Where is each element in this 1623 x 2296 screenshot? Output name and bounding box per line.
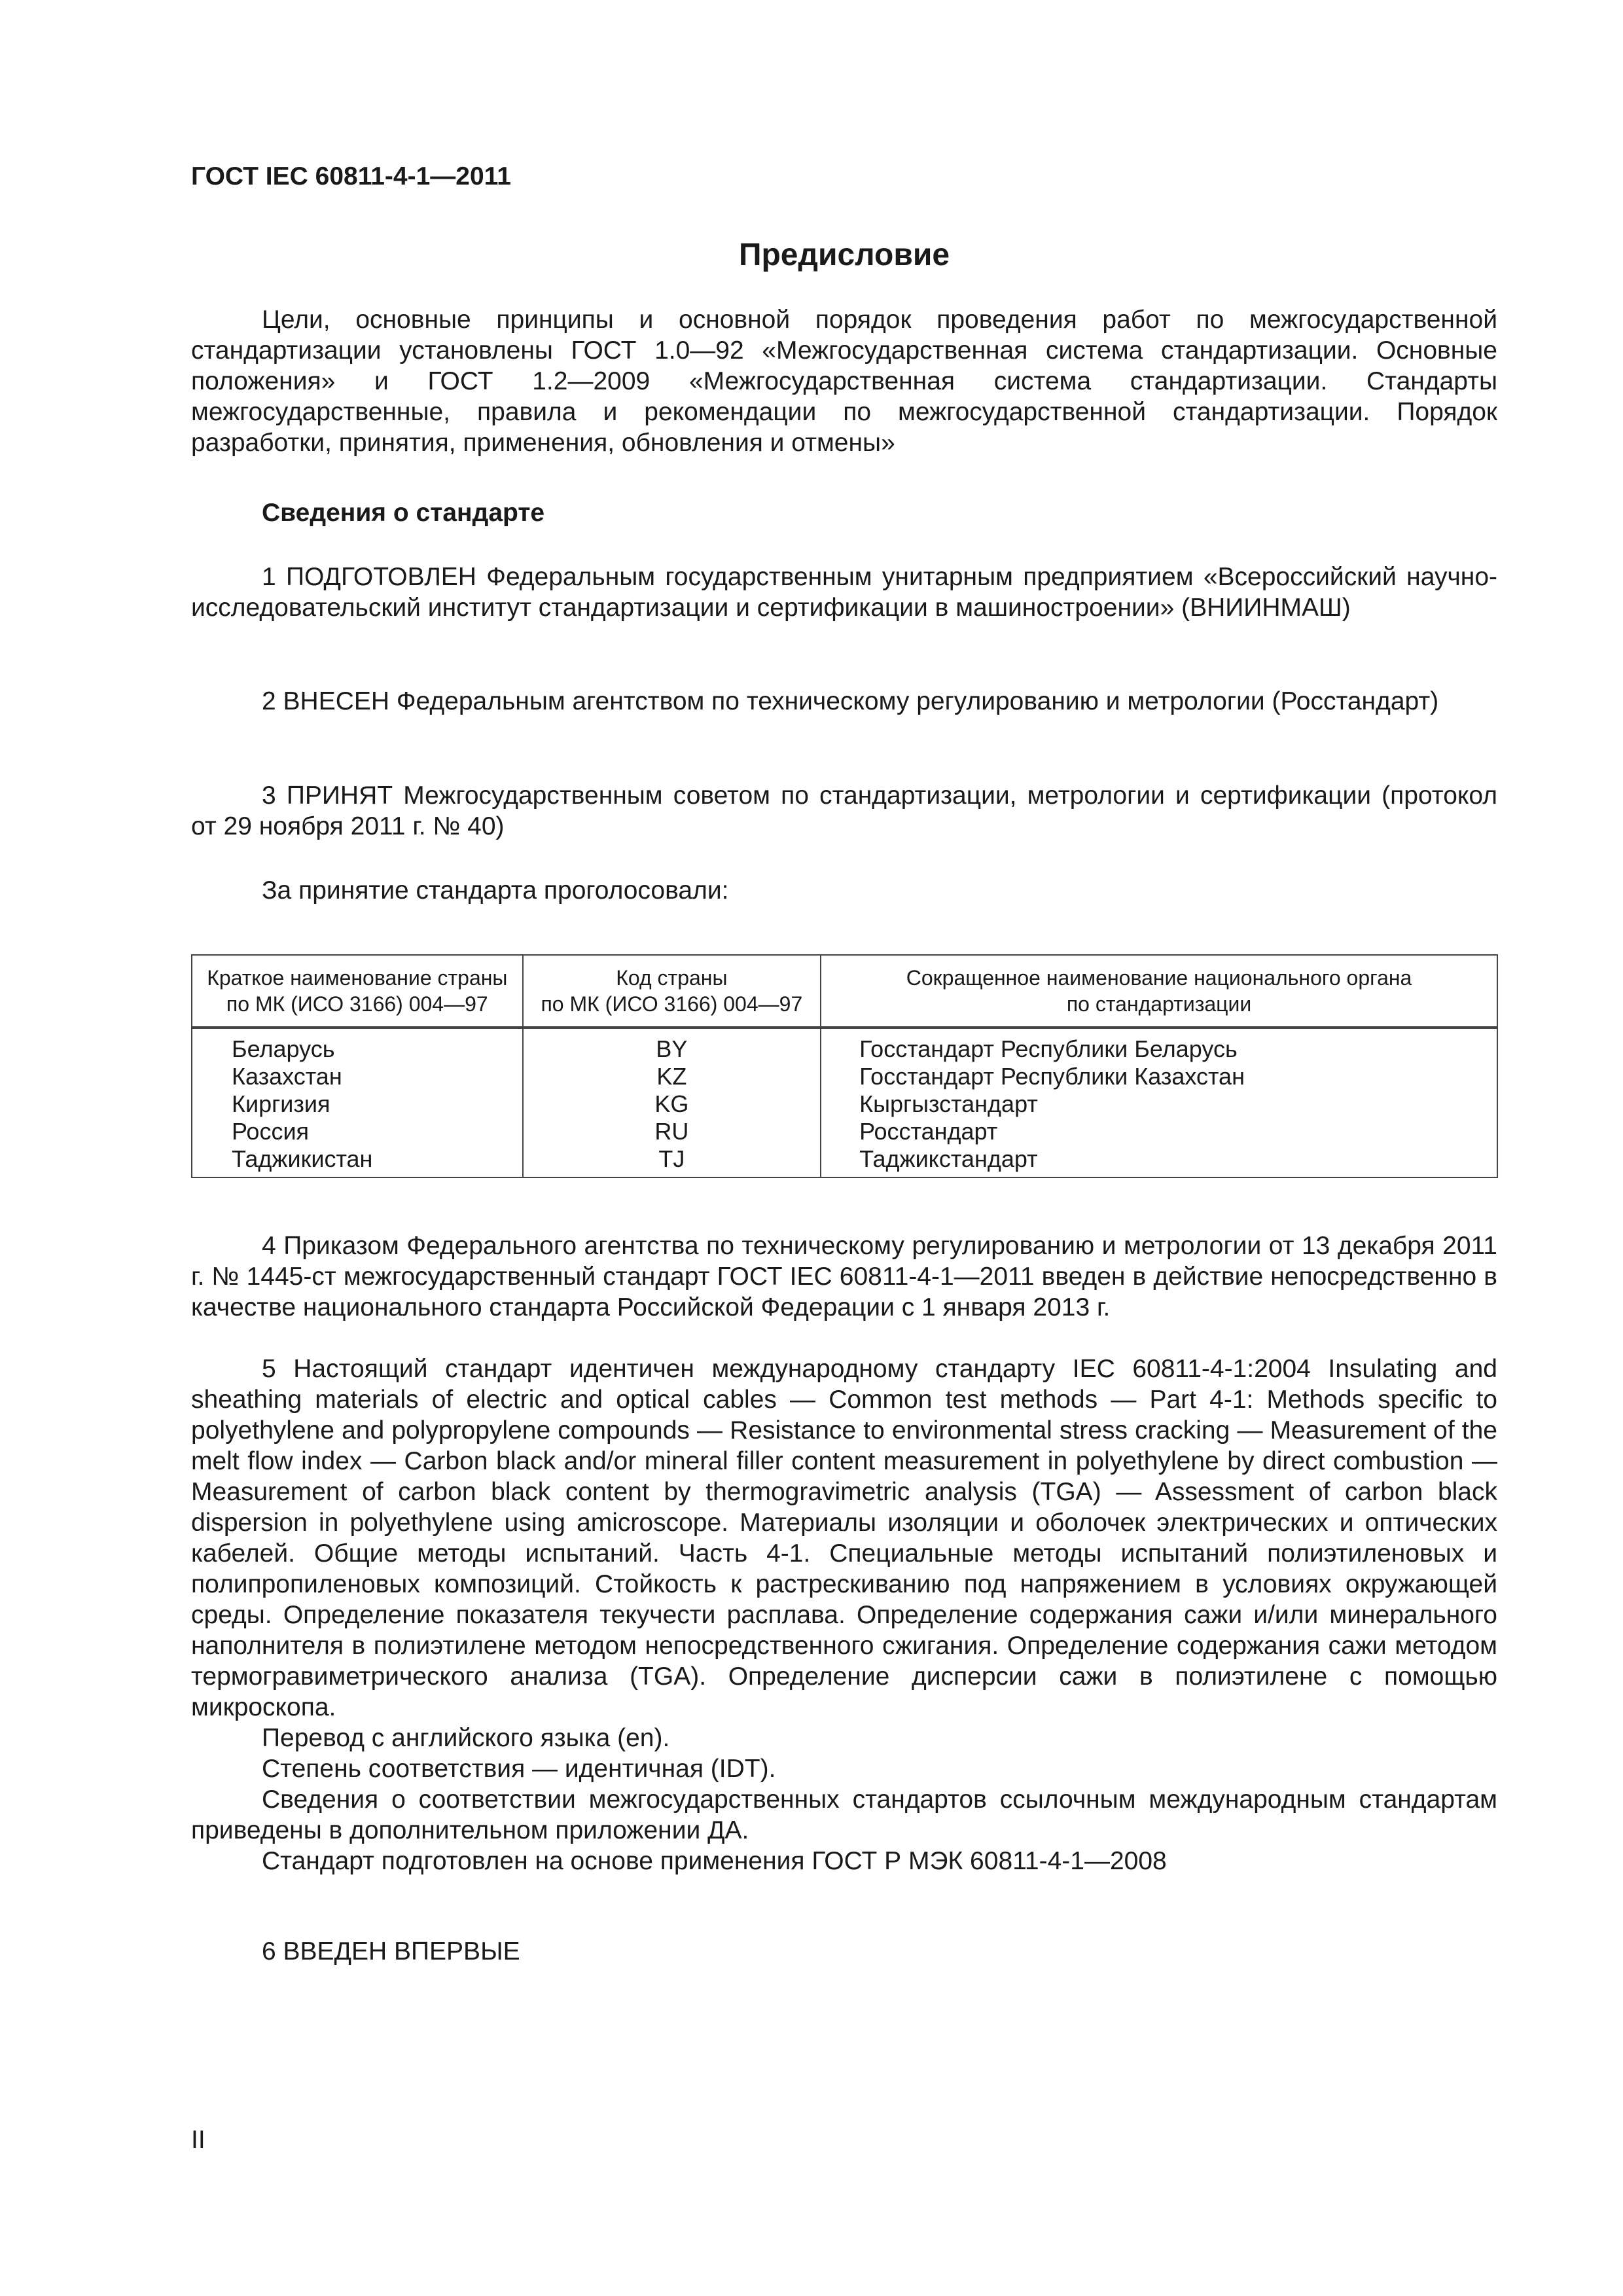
body-cell: Госстандарт Республики Казахстан: [821, 1063, 1497, 1090]
code-cell: BY: [523, 1028, 821, 1063]
intro-block: [191, 304, 1497, 458]
table-row: [192, 1063, 1497, 1090]
header-country-code: [523, 955, 821, 1028]
table-row: [192, 1145, 1497, 1177]
code-cell: TJ: [523, 1145, 821, 1177]
body-cell: Кыргызстандарт: [821, 1090, 1497, 1118]
body-cell: Росстандарт: [821, 1118, 1497, 1145]
header-body-line1: Сокращенное наименование национального органа: [906, 966, 1412, 990]
country-cell: Беларусь: [192, 1028, 523, 1063]
item-1-paragraph: 1 ПОДГОТОВЛЕН Федеральным государственным унитарным предприятием «Всероссийский научно-исследовательский институт стандартизации и сертификации в машиностроении» (ВНИИНМАШ): [191, 563, 1497, 622]
item-4-paragraph: 4 Приказом Федерального агентства по техническому регулированию и метрологии от 13 декабря 2011 г. № 1445-ст межгосударственный стандарт ГОСТ IEC 60811-4-1—2011 введен в действие непосредственно в качестве национального стандарта Российской Федерации с 1 января 2013 г.: [191, 1232, 1497, 1321]
table-row: [192, 1090, 1497, 1118]
page-number: II: [191, 2126, 205, 2154]
intro-paragraph: Цели, основные принципы и основной порядок проведения работ по межгосударственной стандартизации установлены ГОСТ 1.0—92 «Межгосударственная система стандартизации. Основные положения» и ГОСТ 1.2—2009 «Межгосударственная система стандартизации. Стандарты межгосударственные, правила и рекомендации по межгосударственной стандартизации. Порядок разработки, принятия, применения, обновления и отмены»: [191, 306, 1497, 457]
voting-countries-table: [191, 954, 1498, 1178]
section-title: Сведения о стандарте: [262, 499, 545, 527]
item-5-basis: Стандарт подготовлен на основе применения ГОСТ Р МЭК 60811-4-1—2008: [262, 1847, 1167, 1875]
standard-code-header: ГОСТ IEC 60811-4-1—2011: [191, 162, 511, 190]
item-5-translation: Перевод с английского языка (en).: [262, 1724, 670, 1752]
code-cell: RU: [523, 1118, 821, 1145]
country-cell: Казахстан: [192, 1063, 523, 1090]
code-cell: KG: [523, 1090, 821, 1118]
item-2-paragraph: 2 ВНЕСЕН Федеральным агентством по техническому регулированию и метрологии (Росстандарт): [262, 687, 1439, 715]
item-5-references: Сведения о соответствии межгосударственных стандартов ссылочным международным стандартам приведены в дополнительном приложении ДА.: [191, 1785, 1497, 1844]
country-cell: Киргизия: [192, 1090, 523, 1118]
vote-block: [191, 875, 1497, 906]
country-cell: Россия: [192, 1118, 523, 1145]
body-cell: Таджикстандарт: [821, 1145, 1497, 1177]
header-country-line1: Краткое наименование страны: [207, 966, 508, 990]
header-code-line2: по МК (ИСО 3166) 004—97: [541, 992, 803, 1016]
item-5-block: [191, 1354, 1497, 1876]
body-cell: Госстандарт Республики Беларусь: [821, 1028, 1497, 1063]
code-cell: KZ: [523, 1063, 821, 1090]
item-3-block: [191, 780, 1497, 842]
vote-line: За принятие стандарта проголосовали:: [262, 876, 729, 905]
header-body-line2: по стандартизации: [1066, 992, 1252, 1016]
header-national-body: [821, 955, 1497, 1028]
item-1-block: [191, 562, 1497, 623]
item-6-block: [191, 1936, 1497, 1967]
country-cell: Таджикистан: [192, 1145, 523, 1177]
item-4-block: [191, 1230, 1497, 1323]
header-code-line1: Код страны: [616, 966, 728, 990]
page-title: Предисловие: [738, 238, 950, 272]
item-5-degree: Степень соответствия — идентичная (IDT).: [262, 1755, 776, 1783]
item-3-paragraph: 3 ПРИНЯТ Межгосударственным советом по стандартизации, метрологии и сертификации (протокол от 29 ноября 2011 г. № 40): [191, 781, 1497, 840]
table-row: [192, 1118, 1497, 1145]
table-header-row: [192, 955, 1497, 1028]
header-country-name: [192, 955, 523, 1028]
item-5-paragraph: 5 Настоящий стандарт идентичен международному стандарту IEC 60811-4-1:2004 Insulating and sheathing materials of electric and optical cables — Common test methods — Part 4-1: Methods specific to polyethylene and polypropylene compounds — Resistance to environmental stress cracking — Measurement of the melt flow index — Carbon black and/or mineral filler content measurement in polyethylene by direct combustion — Measurement of carbon black content by thermogravimetric analysis (TGA) — Assessment of carbon black dispersion in polyethylene using amicroscope. Материалы изоляции и оболочек электрических и оптических кабелей. Общие методы испытаний. Часть 4-1. Специальные методы испытаний полиэтиленовых и полипропиленовых композиций. Стойкость к растрескиванию под напряжением в условиях окружающей среды. Определение показателя текучести расплава. Определение содержания сажи и/или минерального наполнителя в полиэтилене методом непосредственного сжигания. Определение содержания сажи методом термогравиметрического анализа (TGA). Определение дисперсии сажи в полиэтилене с помощью микроскопа.: [191, 1355, 1497, 1721]
item-2-block: [191, 686, 1497, 717]
table-row: [192, 1028, 1497, 1063]
item-6-paragraph: 6 ВВЕДЕН ВПЕРВЫЕ: [262, 1937, 520, 1965]
header-country-line2: по МК (ИСО 3166) 004—97: [226, 992, 488, 1016]
